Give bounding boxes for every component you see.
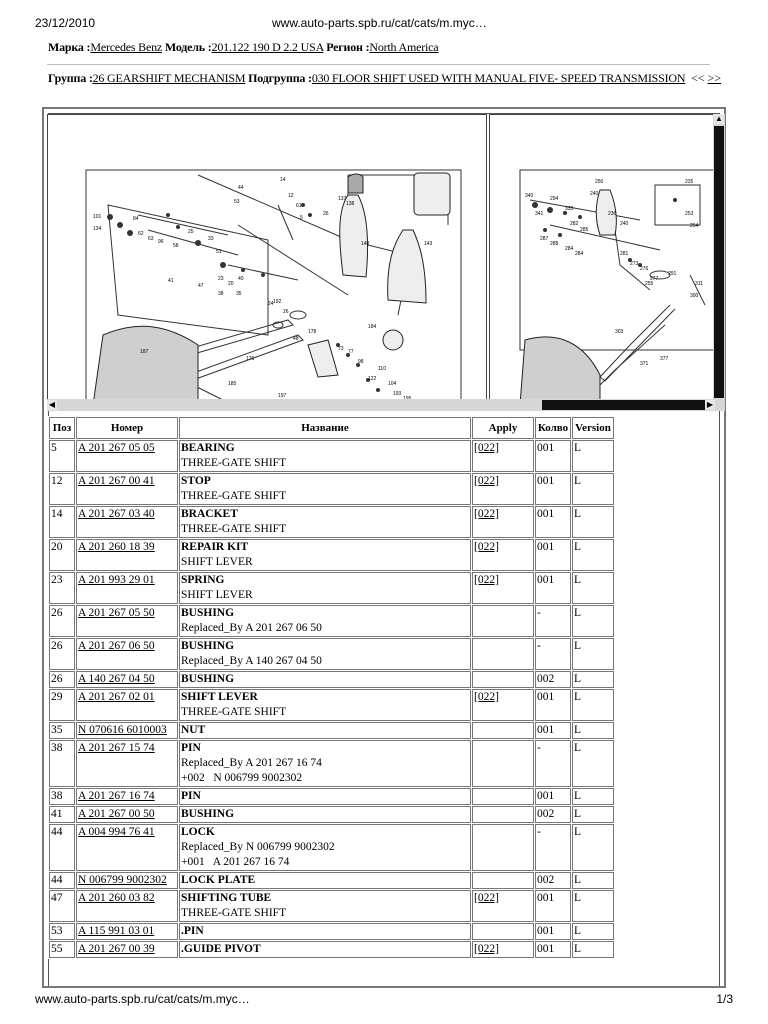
part-name: .GUIDE PIVOT — [181, 943, 261, 955]
cell-version: L — [572, 722, 614, 739]
cell-apply-link — [472, 638, 534, 670]
cell-apply-link — [472, 740, 534, 787]
cell-part-number-link[interactable]: N 006799 9002302 — [76, 872, 178, 889]
svg-text:5: 5 — [300, 215, 303, 221]
table-row — [49, 872, 614, 889]
svg-text:148: 148 — [361, 241, 370, 247]
prev-link[interactable]: << — [691, 71, 705, 85]
svg-text:96: 96 — [158, 239, 164, 245]
svg-text:101: 101 — [93, 214, 102, 220]
part-name: BUSHING — [181, 607, 235, 619]
cell-qty: - — [535, 638, 571, 670]
svg-text:193: 193 — [393, 391, 402, 397]
part-name: PIN — [181, 742, 201, 754]
svg-text:44: 44 — [238, 185, 244, 191]
svg-text:51: 51 — [216, 249, 222, 255]
cell-name — [179, 671, 471, 688]
part-name: LOCK — [181, 826, 215, 838]
cell-part-number-link[interactable]: A 201 267 16 74 — [76, 788, 178, 805]
cell-pos: 35 — [49, 722, 75, 739]
table-header-row — [49, 417, 614, 439]
part-note: +002 N 006799 9002302 — [181, 772, 303, 784]
svg-text:41: 41 — [168, 278, 174, 284]
model-link[interactable]: 201.122 190 D 2.2 USA — [211, 40, 324, 54]
part-note: THREE-GATE SHIFT — [181, 457, 287, 469]
part-note: THREE-GATE SHIFT — [181, 523, 287, 535]
svg-text:122: 122 — [368, 376, 377, 382]
print-header — [35, 16, 733, 30]
scroll-right-icon[interactable]: ▶ — [706, 400, 714, 409]
cell-pos: 26 — [49, 605, 75, 637]
cell-part-number-link[interactable]: A 201 267 06 50 — [76, 638, 178, 670]
divider — [47, 64, 710, 65]
svg-text:23: 23 — [218, 276, 224, 282]
cell-name — [179, 923, 471, 940]
cell-apply-link — [472, 722, 534, 739]
part-name: LOCK PLATE — [181, 874, 256, 886]
svg-text:288: 288 — [550, 241, 559, 247]
cell-version: L — [572, 788, 614, 805]
cell-part-number-link[interactable]: A 201 267 05 50 — [76, 605, 178, 637]
parts-diagram-left — [47, 114, 487, 410]
cell-pos: 26 — [49, 638, 75, 670]
cell-version: L — [572, 440, 614, 472]
cell-part-number-link[interactable]: A 201 267 00 41 — [76, 473, 178, 505]
svg-text:138: 138 — [346, 201, 355, 207]
part-name: SHIFT LEVER — [181, 691, 258, 703]
region-label: Регион : — [326, 40, 370, 54]
diagram-vertical-scrollbar[interactable] — [713, 114, 725, 399]
cell-name — [179, 806, 471, 823]
pager-nav — [691, 71, 721, 86]
part-name: PIN — [181, 790, 201, 802]
svg-text:300: 300 — [690, 293, 699, 299]
cell-version: L — [572, 740, 614, 787]
cell-pos: 12 — [49, 473, 75, 505]
cell-version: L — [572, 923, 614, 940]
cell-apply-link[interactable]: [022] — [472, 440, 534, 472]
part-note: Replaced_By A 201 267 16 74 — [181, 757, 322, 769]
svg-text:178: 178 — [308, 329, 317, 335]
table-row — [49, 572, 614, 604]
cell-name — [179, 788, 471, 805]
cell-pos: 20 — [49, 539, 75, 571]
table-row — [49, 740, 614, 787]
part-name: REPAIR KIT — [181, 541, 249, 553]
cell-name — [179, 506, 471, 538]
svg-text:143: 143 — [424, 241, 433, 247]
svg-text:53: 53 — [234, 199, 240, 205]
svg-text:192: 192 — [273, 299, 282, 305]
part-note: THREE-GATE SHIFT — [181, 490, 287, 502]
svg-text:73: 73 — [338, 346, 344, 352]
cell-name — [179, 740, 471, 787]
svg-text:77: 77 — [348, 349, 354, 355]
part-name: BUSHING — [181, 640, 235, 652]
vertical-scroll-thumb[interactable] — [714, 126, 724, 398]
table-row — [49, 788, 614, 805]
part-note: Replaced_By N 006799 9002302 — [181, 841, 335, 853]
cell-part-number-link[interactable]: A 201 267 15 74 — [76, 740, 178, 787]
svg-text:341: 341 — [535, 211, 544, 217]
cell-name — [179, 638, 471, 670]
exploded-diagram-right — [490, 115, 717, 409]
svg-text:277: 277 — [650, 276, 659, 282]
cell-part-number-link[interactable]: A 201 260 18 39 — [76, 539, 178, 571]
svg-text:24: 24 — [268, 301, 274, 307]
svg-text:281: 281 — [620, 251, 629, 257]
print-date: 23/12/2010 — [35, 16, 96, 30]
cell-part-number-link[interactable]: A 140 267 04 50 — [76, 671, 178, 688]
cell-apply-link[interactable]: [022] — [472, 890, 534, 922]
svg-text:98: 98 — [358, 359, 364, 365]
cell-apply-link[interactable]: [022] — [472, 941, 534, 958]
cell-qty: 001 — [535, 941, 571, 958]
cell-part-number-link[interactable]: A 201 260 03 82 — [76, 890, 178, 922]
cell-qty: 002 — [535, 671, 571, 688]
svg-text:63: 63 — [148, 236, 154, 242]
cell-version: L — [572, 605, 614, 637]
svg-text:253: 253 — [685, 211, 694, 217]
part-name: BUSHING — [181, 808, 235, 820]
cell-apply-link[interactable]: [022] — [472, 473, 534, 505]
cell-version: L — [572, 539, 614, 571]
table-row — [49, 506, 614, 538]
cell-pos: 23 — [49, 572, 75, 604]
cell-apply-link[interactable]: [022] — [472, 539, 534, 571]
cell-pos: 26 — [49, 671, 75, 688]
svg-text:284: 284 — [575, 251, 584, 257]
part-name: SPRING — [181, 574, 225, 586]
cell-part-number-link[interactable]: A 115 991 03 01 — [76, 923, 178, 940]
cell-pos: 5 — [49, 440, 75, 472]
cell-qty: 001 — [535, 788, 571, 805]
region-link[interactable]: North America — [369, 40, 439, 54]
subgroup-label: Подгруппа : — [248, 71, 312, 85]
group-link[interactable]: 26 GEARSHIFT MECHANISM — [92, 71, 246, 85]
table-row — [49, 638, 614, 670]
svg-text:240: 240 — [590, 191, 599, 197]
part-note: Replaced_By A 201 267 06 50 — [181, 622, 322, 634]
cell-qty: - — [535, 824, 571, 871]
svg-text:284: 284 — [565, 246, 574, 252]
part-name: .PIN — [181, 925, 204, 937]
table-row — [49, 941, 614, 958]
svg-text:236: 236 — [608, 211, 617, 217]
next-link[interactable]: >> — [707, 71, 722, 85]
svg-text:12: 12 — [288, 193, 294, 199]
cell-qty: 002 — [535, 872, 571, 889]
cell-qty: 001 — [535, 440, 571, 472]
cell-part-number-link[interactable]: N 070616 6010003 — [76, 722, 178, 739]
parts-diagram-viewport[interactable] — [47, 114, 718, 410]
cell-name — [179, 689, 471, 721]
svg-text:48: 48 — [293, 336, 299, 342]
svg-text:184: 184 — [368, 324, 377, 330]
svg-text:26: 26 — [323, 211, 329, 217]
part-note: SHIFT LEVER — [181, 556, 253, 568]
cell-qty: 001 — [535, 689, 571, 721]
svg-text:282: 282 — [570, 221, 579, 227]
svg-text:110: 110 — [378, 366, 386, 372]
col-pos: Поз — [49, 417, 75, 439]
cell-name — [179, 539, 471, 571]
cell-part-number-link[interactable]: A 201 267 03 40 — [76, 506, 178, 538]
table-row — [49, 689, 614, 721]
cell-version: L — [572, 872, 614, 889]
svg-text:61: 61 — [296, 203, 302, 209]
part-note: THREE-GATE SHIFT — [181, 706, 287, 718]
cell-qty: - — [535, 605, 571, 637]
svg-text:377: 377 — [660, 356, 669, 362]
part-name: BRACKET — [181, 508, 238, 520]
svg-text:285: 285 — [580, 227, 589, 233]
group-info — [48, 71, 685, 86]
table-row — [49, 722, 614, 739]
table-row — [49, 473, 614, 505]
cell-name — [179, 872, 471, 889]
cell-pos: 53 — [49, 923, 75, 940]
cell-version: L — [572, 689, 614, 721]
part-name: BEARING — [181, 442, 235, 454]
group-label: Группа : — [48, 71, 93, 85]
cell-version: L — [572, 824, 614, 871]
cell-qty: 001 — [535, 722, 571, 739]
parts-table-body — [49, 440, 614, 958]
cell-pos: 38 — [49, 788, 75, 805]
svg-text:250: 250 — [595, 179, 604, 185]
cell-version: L — [572, 572, 614, 604]
svg-text:197: 197 — [278, 393, 287, 399]
col-version: Version — [572, 417, 614, 439]
table-row — [49, 605, 614, 637]
cell-pos: 47 — [49, 890, 75, 922]
parts-diagram-right — [489, 114, 718, 410]
cell-apply-link[interactable]: [022] — [472, 689, 534, 721]
svg-text:240: 240 — [620, 221, 629, 227]
svg-text:333: 333 — [565, 206, 574, 212]
svg-text:273: 273 — [630, 261, 639, 267]
cell-part-number-link[interactable]: A 201 267 02 01 — [76, 689, 178, 721]
scroll-left-icon[interactable]: ◀ — [48, 400, 56, 409]
svg-text:235: 235 — [685, 179, 694, 185]
cell-name — [179, 824, 471, 871]
table-row — [49, 890, 614, 922]
cell-apply-link — [472, 923, 534, 940]
svg-text:84: 84 — [133, 216, 139, 222]
brand-link[interactable]: Mercedes Benz — [90, 40, 163, 54]
svg-text:47: 47 — [198, 283, 204, 289]
svg-text:25: 25 — [188, 229, 194, 235]
svg-text:38: 38 — [218, 291, 224, 297]
cell-qty: 001 — [535, 923, 571, 940]
page-number: 1/3 — [716, 992, 733, 1006]
footer-url: www.auto-parts.spb.ru/cat/cats/m.myc… — [35, 992, 250, 1006]
svg-text:276: 276 — [640, 266, 649, 272]
part-note: SHIFT LEVER — [181, 589, 253, 601]
cell-qty: 002 — [535, 806, 571, 823]
svg-text:33: 33 — [208, 236, 214, 242]
parts-table — [48, 416, 615, 959]
cell-apply-link — [472, 872, 534, 889]
part-name: NUT — [181, 724, 206, 736]
cell-qty: 001 — [535, 473, 571, 505]
svg-text:58: 58 — [173, 243, 179, 249]
cell-pos: 44 — [49, 872, 75, 889]
cell-qty: - — [535, 740, 571, 787]
cell-part-number-link[interactable]: A 201 267 00 50 — [76, 806, 178, 823]
table-row — [49, 824, 614, 871]
horizontal-scroll-thumb[interactable] — [542, 400, 710, 410]
table-row — [49, 671, 614, 688]
table-row — [49, 806, 614, 823]
cell-part-number-link[interactable]: A 201 267 05 05 — [76, 440, 178, 472]
svg-text:20: 20 — [228, 281, 234, 287]
cell-part-number-link[interactable]: A 004 994 76 41 — [76, 824, 178, 871]
col-number: Номер — [76, 417, 178, 439]
cell-qty: 001 — [535, 572, 571, 604]
svg-text:104: 104 — [388, 381, 397, 387]
svg-text:187: 187 — [140, 349, 149, 355]
col-name: Название — [179, 417, 471, 439]
cell-pos: 38 — [49, 740, 75, 787]
cell-version: L — [572, 506, 614, 538]
cell-name — [179, 572, 471, 604]
svg-text:185: 185 — [228, 381, 237, 387]
exploded-diagram-left — [48, 115, 486, 409]
part-note: Replaced_By A 140 267 04 50 — [181, 655, 322, 667]
cell-name — [179, 941, 471, 958]
svg-text:287: 287 — [540, 236, 549, 242]
cell-version: L — [572, 890, 614, 922]
cell-pos: 14 — [49, 506, 75, 538]
col-apply: Apply — [472, 417, 534, 439]
table-row — [49, 923, 614, 940]
cell-apply-link — [472, 605, 534, 637]
svg-text:176: 176 — [246, 356, 255, 362]
svg-text:254: 254 — [690, 223, 699, 229]
svg-text:14: 14 — [280, 177, 286, 183]
svg-text:137: 137 — [338, 196, 347, 202]
svg-text:303: 303 — [615, 329, 624, 335]
cell-qty: 001 — [535, 890, 571, 922]
part-name: BUSHING — [181, 673, 235, 685]
cell-version: L — [572, 638, 614, 670]
table-row — [49, 440, 614, 472]
svg-text:371: 371 — [640, 361, 649, 367]
cell-pos: 44 — [49, 824, 75, 871]
cell-qty: 001 — [535, 539, 571, 571]
diagram-horizontal-scrollbar[interactable] — [47, 399, 725, 411]
cell-name — [179, 440, 471, 472]
part-note: +001 A 201 267 16 74 — [181, 856, 290, 868]
cell-apply-link — [472, 824, 534, 871]
cell-qty: 001 — [535, 506, 571, 538]
cell-part-number-link[interactable]: A 201 267 00 39 — [76, 941, 178, 958]
col-qty: Колво — [535, 417, 571, 439]
cell-version: L — [572, 671, 614, 688]
cell-version: L — [572, 473, 614, 505]
svg-text:35: 35 — [236, 291, 242, 297]
svg-text:311: 311 — [695, 281, 703, 287]
svg-text:134: 134 — [93, 226, 102, 232]
cell-pos: 29 — [49, 689, 75, 721]
svg-text:40: 40 — [238, 276, 244, 282]
cell-version: L — [572, 941, 614, 958]
cell-apply-link — [472, 806, 534, 823]
svg-text:26: 26 — [283, 309, 289, 315]
vehicle-info — [48, 40, 438, 55]
subgroup-link[interactable]: 030 FLOOR SHIFT USED WITH MANUAL FIVE- SPEED TRANSMISSION — [311, 71, 686, 85]
svg-text:294: 294 — [550, 196, 559, 202]
cell-name — [179, 722, 471, 739]
cell-name — [179, 605, 471, 637]
scroll-up-icon[interactable]: ▲ — [715, 114, 723, 123]
cell-apply-link[interactable]: [022] — [472, 572, 534, 604]
print-footer — [35, 992, 733, 1006]
part-name: SHIFTING TUBE — [181, 892, 272, 904]
model-label: Модель : — [164, 40, 212, 54]
svg-text:62: 62 — [138, 231, 144, 237]
cell-apply-link[interactable]: [022] — [472, 506, 534, 538]
cell-apply-link — [472, 788, 534, 805]
part-name: STOP — [181, 475, 211, 487]
cell-pos: 55 — [49, 941, 75, 958]
cell-apply-link — [472, 671, 534, 688]
svg-text:291: 291 — [668, 271, 677, 277]
cell-part-number-link[interactable]: A 201 993 29 01 — [76, 572, 178, 604]
cell-version: L — [572, 806, 614, 823]
cell-name — [179, 473, 471, 505]
print-url: www.auto-parts.spb.ru/cat/cats/m.myc… — [272, 16, 487, 30]
svg-text:340: 340 — [525, 193, 534, 199]
brand-label: Марка : — [48, 40, 91, 54]
cell-pos: 41 — [49, 806, 75, 823]
table-row — [49, 539, 614, 571]
cell-name — [179, 890, 471, 922]
svg-text:255: 255 — [645, 281, 654, 287]
part-note: THREE-GATE SHIFT — [181, 907, 287, 919]
